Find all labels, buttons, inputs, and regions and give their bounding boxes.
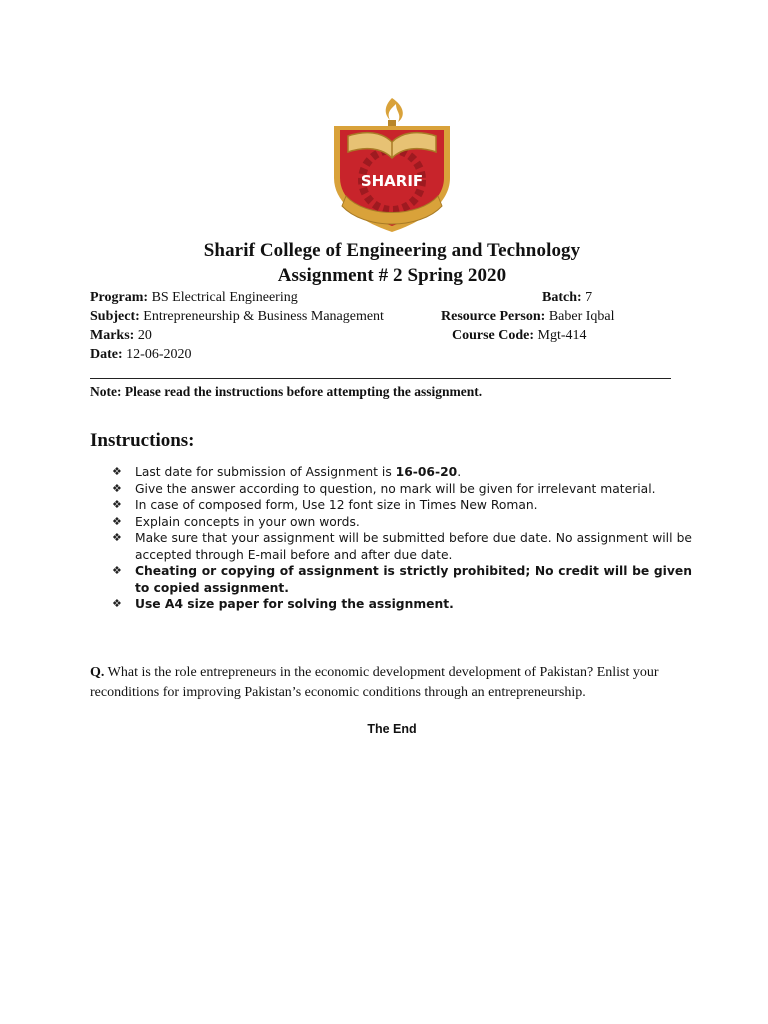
divider [90, 378, 671, 379]
subject-label: Subject: [90, 309, 140, 324]
list-item: ❖ Use A4 size paper for solving the assignment. [112, 597, 454, 611]
instructions-heading: Instructions: [90, 430, 195, 451]
batch-label: Batch: [542, 290, 582, 305]
list-item: ❖ Explain concepts in your own words. [112, 514, 360, 529]
list-item: ❖ Cheating or copying of assignment is strictly prohibited; No credit will be given to copied assignment. [112, 564, 692, 595]
course-label: Course Code: [452, 328, 535, 343]
program-row [90, 289, 298, 307]
marks-label: Marks: [90, 328, 135, 343]
assignment-title: Assignment # 2 Spring 2020 [277, 265, 507, 286]
subject-value: Entrepreneurship & Business Management [143, 309, 384, 324]
diamond-bullet-icon: ❖ [112, 498, 122, 511]
logo-text: SHARIF [360, 172, 424, 190]
marks-value: 20 [137, 328, 152, 343]
list-item: ❖ Give the answer according to question, no mark will be given for irrelevant material. [112, 481, 656, 496]
batch-row [542, 289, 592, 307]
date-label: Date: [90, 347, 123, 362]
resource-label: Resource Person: [441, 309, 546, 324]
question-body: What is the role entrepreneurs in the economic development development of Pakistan? Enlist your reconditions for improving Pakistan’s economic conditions through an entrepreneurship. [90, 665, 659, 700]
the-end: The End [367, 722, 417, 736]
college-title: Sharif College of Engineering and Technology [203, 240, 581, 261]
resource-row [441, 308, 615, 326]
diamond-bullet-icon: ❖ [112, 597, 122, 610]
question-label: Q. [90, 665, 105, 680]
course-row [452, 327, 587, 345]
diamond-bullet-icon: ❖ [112, 514, 122, 528]
diamond-bullet-icon: ❖ [112, 465, 122, 478]
course-value: Mgt-414 [537, 328, 587, 343]
diamond-bullet-icon: ❖ [112, 481, 122, 495]
marks-row [90, 327, 152, 345]
program-label: Program: [90, 290, 149, 305]
torch-handle [388, 120, 396, 126]
list-item: ❖ In case of composed form, Use 12 font size in Times New Roman. [112, 498, 538, 512]
due-date-highlight: 16-06-20 [395, 465, 458, 479]
college-logo [326, 92, 458, 236]
list-item: ❖ Make sure that your assignment will be submitted before due date. No assignment will be accepted through E-mail before and after due date. [112, 531, 692, 562]
diamond-bullet-icon: ❖ [112, 531, 122, 544]
date-value: 12-06-2020 [126, 347, 192, 362]
torch-flame [386, 98, 403, 122]
diamond-bullet-icon: ❖ [112, 564, 122, 577]
resource-value: Baber Iqbal [548, 309, 615, 324]
batch-value: 7 [585, 290, 593, 305]
question-text [90, 663, 700, 703]
instructions-list [112, 464, 692, 613]
subject-row [90, 308, 384, 326]
date-row [90, 346, 191, 364]
note-text: Note: Please read the instructions before attempting the assignment. [90, 384, 483, 399]
list-item: ❖ Last date for submission of Assignment is 16-06-20. [112, 465, 462, 479]
program-value: BS Electrical Engineering [151, 290, 298, 305]
